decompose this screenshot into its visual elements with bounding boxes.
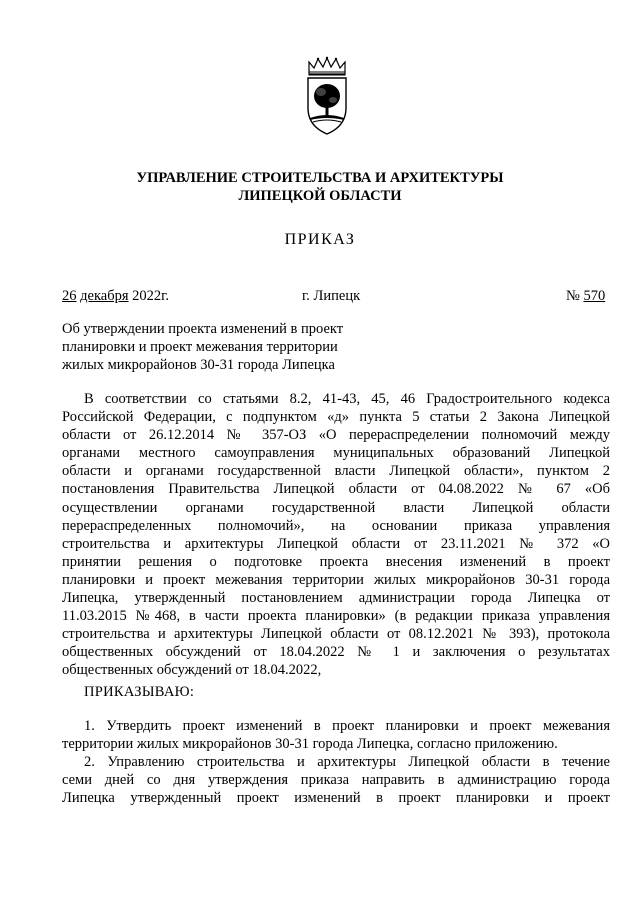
preamble-line: области от 26.12.2014 № 357-ОЗ «О перераспределении полномочий между	[62, 427, 610, 444]
date-day: 26	[62, 288, 77, 304]
preamble-line: Липецка, утвержденный постановлением администрации города Липецка от	[62, 590, 610, 607]
organization-name-line2: ЛИПЕЦКОЙ ОБЛАСТИ	[238, 188, 402, 204]
lipetsk-coat-of-arms-icon	[303, 56, 351, 136]
organization-name-line1: УПРАВЛЕНИЕ СТРОИТЕЛЬСТВА И АРХИТЕКТУРЫ	[136, 170, 504, 186]
preamble-line: постановления Правительства Липецкой области от 04.08.2022 № 67 «Об	[62, 481, 610, 498]
item-line: 2. Управлению строительства и архитектуры Липецкой области в течение	[84, 754, 610, 771]
preamble-line: В соответствии со статьями 8.2, 41-43, 45, 46 Градостроительного кодекса	[84, 391, 610, 407]
preamble-line: строительства и архитектуры Липецкой области от 08.12.2021 № 393), протокола	[62, 626, 610, 643]
date-month: декабря	[80, 288, 129, 304]
order-word: ПРИКАЗЫВАЮ:	[84, 684, 195, 700]
preamble-line: органами местного самоуправления муниципальных образований Липецкой	[62, 445, 610, 462]
item-line: территории жилых микрорайонов 30-31 города Липецка, согласно приложению.	[62, 736, 558, 753]
document-type-title: ПРИКАЗ	[284, 231, 356, 248]
item-line: 1. Утвердить проект изменений в проект планировки и проект межевания	[84, 718, 610, 734]
preamble-line: Российской Федерации, с подпунктом «д» пункта 5 статьи 2 Закона Липецкой	[62, 409, 610, 426]
subject-line: жилых микрорайонов 30-31 города Липецка	[62, 357, 335, 373]
preamble-line: осуществлении органами государственной власти Липецкой области	[62, 499, 610, 516]
preamble-line: общественных обсуждений от 18.04.2022,	[62, 662, 322, 679]
date-year: 2022г.	[132, 288, 170, 304]
number-prefix: №	[566, 288, 580, 304]
preamble-line: общественных обсуждений от 18.04.2022 № 1 и заключения о результатах	[62, 644, 610, 661]
preamble-paragraph	[62, 390, 610, 680]
preamble-line: принятии решения о подготовке проекта внесения изменений в проект	[62, 553, 610, 570]
subject-line: Об утверждении проекта изменений в проект	[62, 321, 344, 337]
document-date	[62, 287, 169, 305]
preamble-line: области и органами государственной власти Липецкой области», пунктом 2	[62, 463, 610, 480]
order-items	[62, 717, 610, 807]
document-city: г. Липецк	[302, 288, 361, 304]
number-value: 570	[583, 288, 606, 304]
preamble-line: 11.03.2015 №468, в части проекта планировки» (в редакции приказа управления	[62, 608, 610, 625]
preamble-line: перераспределенных полномочий», на основании приказа управления	[62, 517, 610, 534]
item-line: семи дней со дня утверждения приказа направить в администрацию города	[62, 772, 610, 789]
item-line: Липецка утвержденный проект изменений в проект планировки и проект	[62, 790, 610, 807]
document-subject	[62, 320, 382, 374]
preamble-line: строительства и архитектуры Липецкой области от 23.11.2021 № 372 «О	[62, 535, 610, 552]
preamble-line: планировки и проект межевания территории жилых микрорайонов 30-31 города	[62, 571, 610, 588]
document-number	[566, 287, 605, 305]
subject-line: планировки и проект межевания территории	[62, 339, 338, 355]
